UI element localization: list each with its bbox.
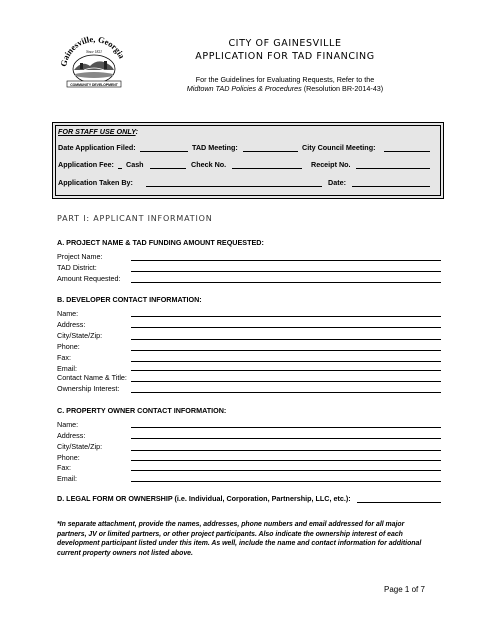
receipt-label: Receipt No. bbox=[311, 160, 351, 169]
cash-label: Cash bbox=[126, 160, 144, 169]
field-label: Email: bbox=[57, 364, 77, 373]
tad-district-field[interactable] bbox=[131, 271, 441, 272]
field-label: Contact Name & Title: bbox=[57, 373, 127, 382]
owner-name-field[interactable] bbox=[131, 427, 441, 428]
guideline-line2: Midtown TAD Policies & Procedures (Resolution BR-2014-43) bbox=[186, 84, 384, 93]
field-label: Name: bbox=[57, 420, 79, 429]
developer-fax-field[interactable] bbox=[131, 361, 441, 362]
taken-by-label: Application Taken By: bbox=[58, 178, 133, 187]
section-d-heading: D. LEGAL FORM OR OWNERSHIP (i.e. Individual, Corporation, Partnership, LLC, etc.): bbox=[57, 494, 351, 503]
date-filed-field[interactable] bbox=[140, 151, 188, 152]
fee-field[interactable] bbox=[118, 168, 122, 169]
page-number: Page 1 of 7 bbox=[384, 585, 425, 594]
section-c-heading: C. PROPERTY OWNER CONTACT INFORMATION: bbox=[57, 406, 227, 415]
developer-ownership-field[interactable] bbox=[131, 392, 441, 393]
check-field[interactable] bbox=[232, 168, 302, 169]
section-a-heading: A. PROJECT NAME & TAD FUNDING AMOUNT REQUESTED: bbox=[57, 238, 264, 247]
ownership-note: *In separate attachment, provide the names, addresses, phone numbers and email addressed for all major partners, JV or limited partners, or other project participants. Also indicate the ownership interest of each development participant listed under this item. As well, include the name and contact information for additional current property owners not listed above. bbox=[57, 521, 422, 557]
field-label: Address: bbox=[57, 431, 86, 440]
owner-fax-field[interactable] bbox=[131, 470, 441, 471]
taken-by-field[interactable] bbox=[146, 186, 322, 187]
developer-phone-field[interactable] bbox=[131, 350, 441, 351]
owner-address-field[interactable] bbox=[131, 438, 441, 439]
logo-arc-text: Gainesville, Georgia bbox=[58, 33, 128, 68]
city-seal-logo bbox=[58, 30, 130, 92]
part1-heading: PART I: APPLICANT INFORMATION bbox=[57, 214, 213, 223]
project-name-field[interactable] bbox=[131, 260, 441, 261]
tad-meeting-label: TAD Meeting: bbox=[192, 143, 238, 152]
fee-label: Application Fee: bbox=[58, 160, 114, 169]
receipt-field[interactable] bbox=[356, 168, 430, 169]
guideline-line1: For the Guidelines for Evaluating Requests, Refer to the bbox=[195, 75, 375, 84]
developer-email-field[interactable] bbox=[131, 370, 441, 371]
check-label: Check No. bbox=[191, 160, 227, 169]
legal-form-field[interactable] bbox=[357, 502, 441, 503]
field-label: Ownership Interest: bbox=[57, 384, 120, 393]
council-meeting-label: City Council Meeting: bbox=[302, 143, 376, 152]
field-label: Phone: bbox=[57, 453, 80, 462]
date-label: Date: bbox=[328, 178, 346, 187]
developer-address-field[interactable] bbox=[131, 327, 441, 328]
field-label: Fax: bbox=[57, 463, 71, 472]
staff-heading: FOR STAFF USE ONLY: bbox=[58, 127, 139, 136]
amount-requested-field[interactable] bbox=[131, 282, 441, 283]
field-label: City/State/Zip: bbox=[57, 442, 103, 451]
logo-banner: COMMUNITY DEVELOPMENT bbox=[70, 82, 118, 87]
field-label: TAD District: bbox=[57, 263, 97, 272]
developer-name-field[interactable] bbox=[131, 316, 441, 317]
date-filed-label: Date Application Filed: bbox=[58, 143, 136, 152]
field-label: City/State/Zip: bbox=[57, 331, 103, 340]
field-label: Name: bbox=[57, 309, 79, 318]
field-label: Project Name: bbox=[57, 252, 103, 261]
field-label: Phone: bbox=[57, 342, 80, 351]
council-meeting-field[interactable] bbox=[384, 151, 430, 152]
developer-contact-field[interactable] bbox=[131, 381, 441, 382]
date-field[interactable] bbox=[352, 186, 430, 187]
developer-city-field[interactable] bbox=[131, 339, 441, 340]
owner-city-field[interactable] bbox=[131, 450, 441, 451]
section-b-heading: B. DEVELOPER CONTACT INFORMATION: bbox=[57, 295, 202, 304]
field-label: Fax: bbox=[57, 353, 71, 362]
form-title: APPLICATION FOR TAD FINANCING bbox=[195, 51, 375, 62]
owner-email-field[interactable] bbox=[131, 481, 441, 482]
owner-phone-field[interactable] bbox=[131, 460, 441, 461]
cash-field[interactable] bbox=[150, 168, 186, 169]
field-label: Amount Requested: bbox=[57, 274, 121, 283]
city-name: CITY OF GAINESVILLE bbox=[228, 38, 342, 49]
field-label: Email: bbox=[57, 474, 77, 483]
tad-meeting-field[interactable] bbox=[243, 151, 298, 152]
field-label: Address: bbox=[57, 320, 86, 329]
logo-since: Since 1821 bbox=[86, 50, 102, 54]
